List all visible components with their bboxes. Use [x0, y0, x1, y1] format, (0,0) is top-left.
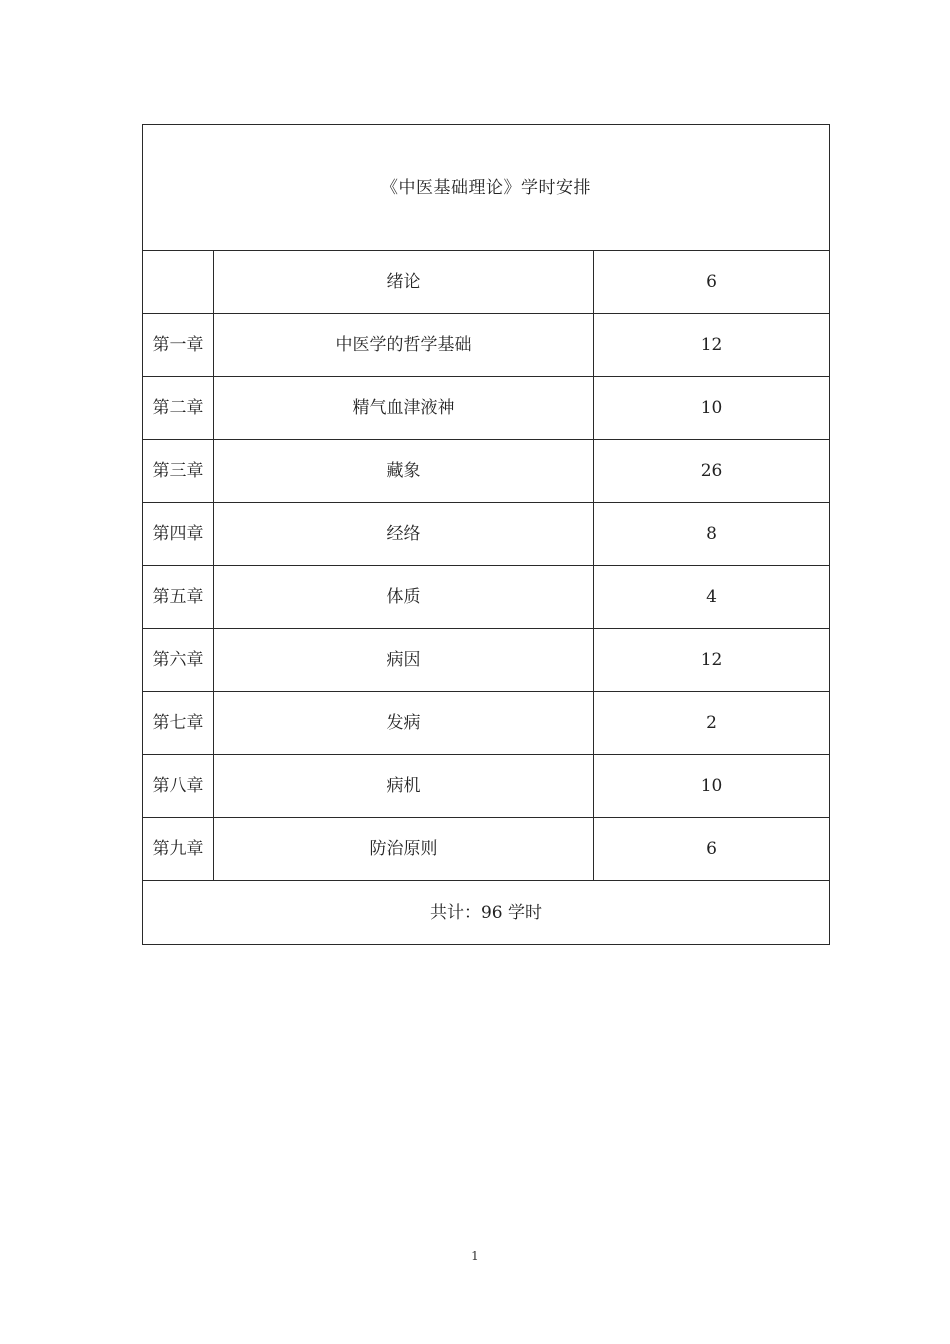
- hours-cell: 12: [594, 629, 830, 692]
- hours-cell: 26: [594, 440, 830, 503]
- chapter-cell: 第八章: [143, 755, 214, 818]
- chapter-cell: [143, 251, 214, 314]
- total-hours: 共计：96 学时: [143, 881, 830, 945]
- topic-cell: 绪论: [214, 251, 594, 314]
- table-row: [143, 440, 830, 503]
- hours-cell: 6: [594, 818, 830, 881]
- chapter-cell: 第一章: [143, 314, 214, 377]
- table-row: [143, 314, 830, 377]
- topic-cell: 精气血津液神: [214, 377, 594, 440]
- table-row: [143, 629, 830, 692]
- topic-cell: 中医学的哲学基础: [214, 314, 594, 377]
- topic-cell: 藏象: [214, 440, 594, 503]
- chapter-cell: 第二章: [143, 377, 214, 440]
- table-row: [143, 377, 830, 440]
- hours-cell: 6: [594, 251, 830, 314]
- topic-cell: 经络: [214, 503, 594, 566]
- schedule-table: [142, 124, 830, 945]
- chapter-cell: 第四章: [143, 503, 214, 566]
- table-row: [143, 692, 830, 755]
- chapter-cell: 第九章: [143, 818, 214, 881]
- topic-cell: 病因: [214, 629, 594, 692]
- table-row: [143, 503, 830, 566]
- hours-cell: 12: [594, 314, 830, 377]
- chapter-cell: 第五章: [143, 566, 214, 629]
- topic-cell: 防治原则: [214, 818, 594, 881]
- chapter-cell: 第七章: [143, 692, 214, 755]
- table-row: [143, 818, 830, 881]
- chapter-cell: 第三章: [143, 440, 214, 503]
- table-row: [143, 566, 830, 629]
- hours-cell: 4: [594, 566, 830, 629]
- table-row: [143, 755, 830, 818]
- hours-cell: 10: [594, 377, 830, 440]
- hours-cell: 8: [594, 503, 830, 566]
- hours-cell: 10: [594, 755, 830, 818]
- table-title: 《中医基础理论》学时安排: [143, 125, 830, 251]
- topic-cell: 病机: [214, 755, 594, 818]
- table-row: [143, 251, 830, 314]
- topic-cell: 发病: [214, 692, 594, 755]
- hours-cell: 2: [594, 692, 830, 755]
- page-number: 1: [471, 1249, 479, 1263]
- chapter-cell: 第六章: [143, 629, 214, 692]
- topic-cell: 体质: [214, 566, 594, 629]
